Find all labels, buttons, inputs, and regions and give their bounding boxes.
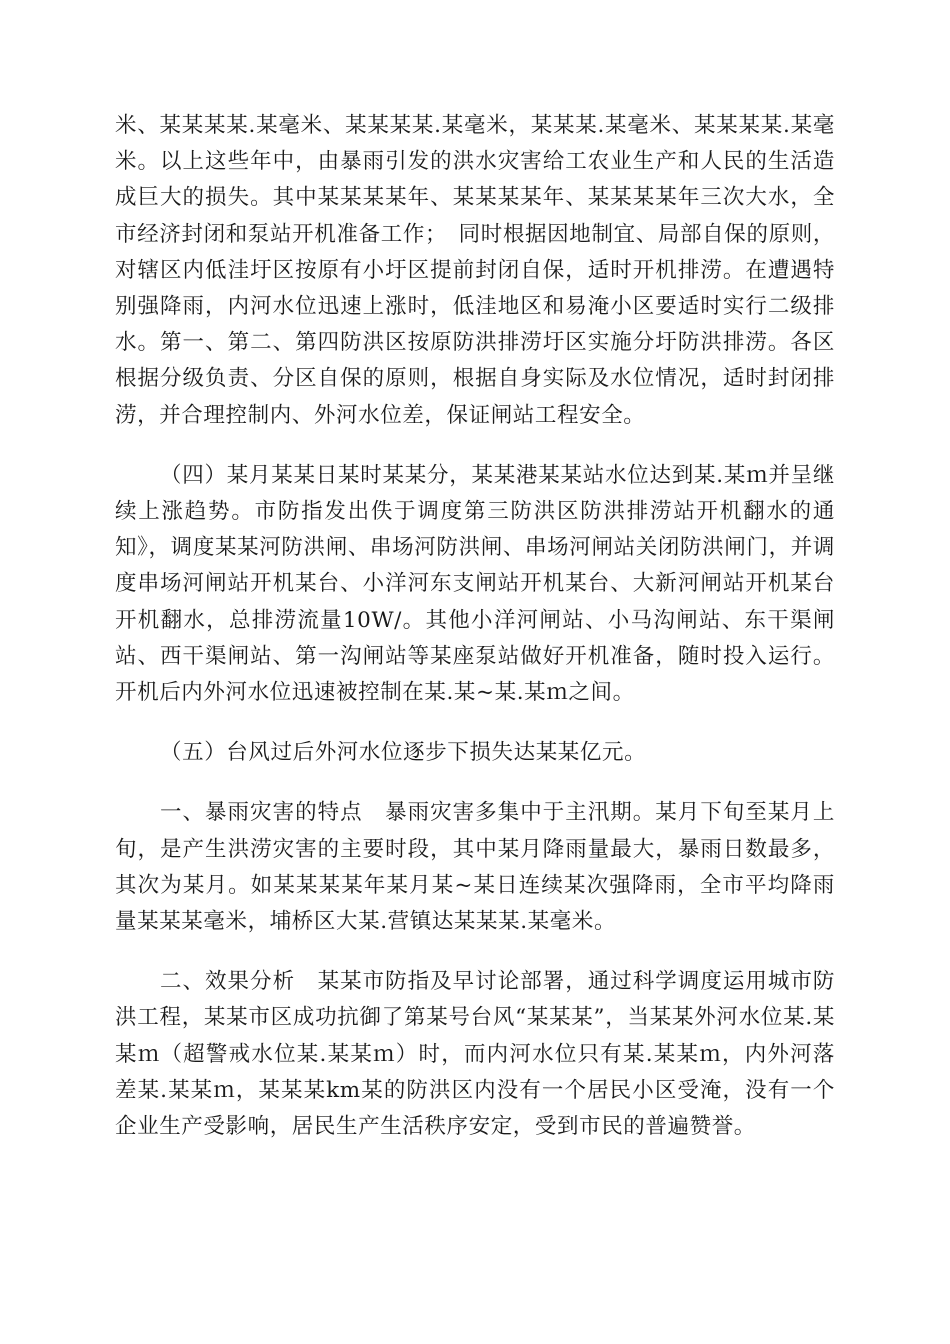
paragraph-effect-analysis: 二、效果分析 某某市防指及早讨论部署，通过科学调度运用城市防洪工程，某某市区成功抗御了第某号台风“某某某”，当某某外河水位某.某某ｍ（超警戒水位某.某某ｍ）时，而内河水位只有某.某某ｍ，内外河落差某.某某ｍ，某某某km某的防洪区内没有一个居民小区受淹，没有一个企业生产受影响，居民生产生活秩序安定，受到市民的普遍赞誉。 [115, 969, 835, 1140]
paragraph-section-four: （四）某月某某日某时某某分，某某港某某站水位达到某.某ｍ并呈继续上涨趋势。市防指发出佚于调度第三防洪区防洪排涝站开机翻水的通知》，调度某某河防洪闸、串场河防洪闸、串场河闸站关闭防洪闸门，并调度串场河闸站开机某台、小洋河东支闸站开机某台、大新河闸站开机某台开机翻水，总排涝流量10W/。其他小洋河闸站、小马沟闸站、东干渠闸站、西干渠闸站、第一沟闸站等某座泵站做好开机准备，随时投入运行。开机后内外河水位迅速被控制在某.某~某.某ｍ之间。 [115, 462, 835, 706]
paragraph-continued: 米、某某某某.某毫米、某某某某.某毫米，某某某.某毫米、某某某某.某毫米。以上这些年中，由暴雨引发的洪水灾害给工农业生产和人民的生活造成巨大的损失。其中某某某某年、某某某某年、某某某某年三次大水，全市经济封闭和泵站开机准备工作； 同时根据因地制宜、局部自保的原则，对辖区内低洼圩区按原有小圩区提前封闭自保，适时开机排涝。在遭遇特别强降雨，内河水位迅速上涨时，低洼地区和易淹小区要适时实行二级排水。第一、第二、第四防洪区按原防洪排涝圩区实施分圩防洪排涝。各区根据分级负责、分区自保的原则，根据自身实际及水位情况，适时封闭排涝，并合理控制内、外河水位差，保证闸站工程安全。 [115, 113, 835, 428]
paragraph-section-five: （五）台风过后外河水位逐步下损失达某某亿元。 [160, 740, 647, 766]
document-page [115, 108, 835, 1145]
paragraph-rainstorm-characteristics: 一、暴雨灾害的特点 暴雨灾害多集中于主汛期。某月下旬至某月上旬，是产生洪涝灾害的主要时段，其中某月降雨量最大，暴雨日数最多，其次为某月。如某某某某年某月某~某日连续某次强降雨，全市平均降雨量某某某毫米，埔桥区大某.营镇达某某某.某毫米。 [115, 800, 835, 935]
